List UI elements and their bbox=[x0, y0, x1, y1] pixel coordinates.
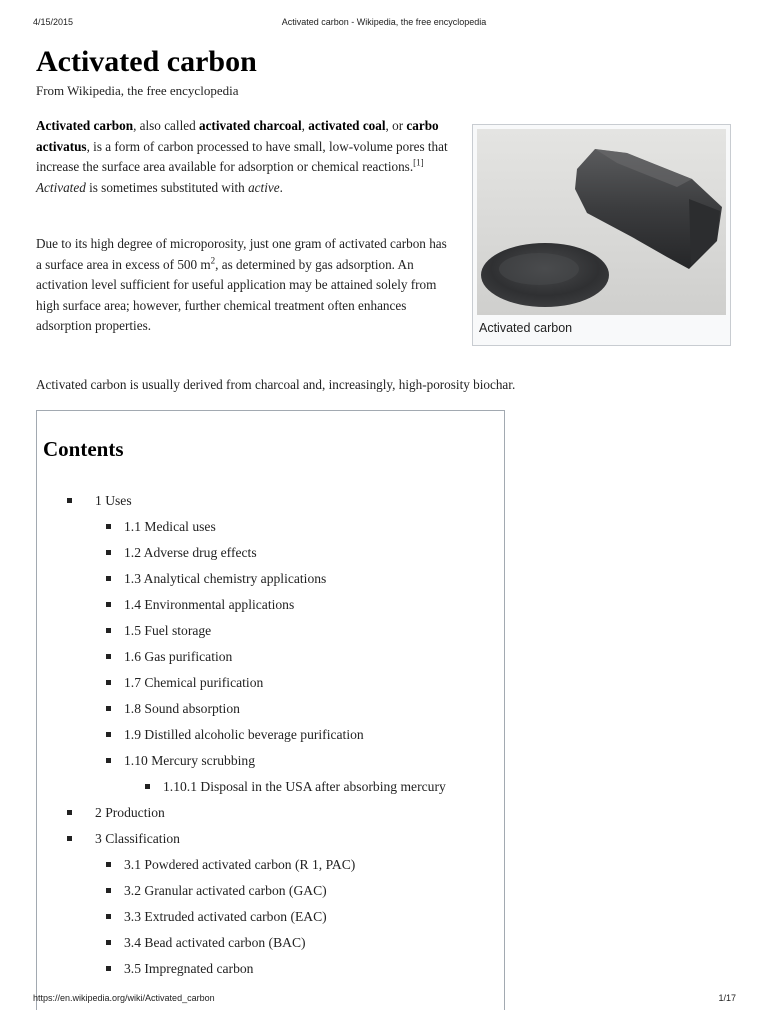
toc-item-label[interactable]: 3.3 Extruded activated carbon (EAC) bbox=[124, 909, 327, 924]
toc-item-label[interactable]: 2 Production bbox=[95, 805, 165, 820]
toc-item-label[interactable]: 3.1 Powdered activated carbon (R 1, PAC) bbox=[124, 857, 356, 872]
toc-item[interactable] bbox=[37, 644, 506, 670]
toc-item[interactable] bbox=[37, 800, 506, 826]
page-title: Activated carbon bbox=[36, 45, 257, 78]
bullet-icon bbox=[106, 888, 111, 893]
bullet-icon bbox=[67, 498, 72, 503]
bullet-icon bbox=[106, 654, 111, 659]
toc-list bbox=[37, 488, 506, 982]
bullet-icon bbox=[106, 732, 111, 737]
toc-item[interactable] bbox=[37, 878, 506, 904]
intro-paragraph-1: Activated carbon, also called activated charcoal, activated coal, or carbo activatus, is a form of carbon processed to have small, low-volume pores that increase the surface area available for adsorption or chemical reactions.[1] Activated is sometimes substituted with active. bbox=[36, 118, 448, 195]
page-number: 1/17 bbox=[718, 993, 736, 1003]
bold-term: Activated carbon bbox=[36, 118, 134, 133]
bullet-icon bbox=[106, 602, 111, 607]
carbon-illustration bbox=[477, 129, 726, 315]
reference-link[interactable]: [1] bbox=[413, 157, 424, 168]
toc-item-label[interactable]: 1.8 Sound absorption bbox=[124, 701, 240, 716]
page-subtitle: From Wikipedia, the free encyclopedia bbox=[36, 83, 239, 98]
bullet-icon bbox=[106, 758, 111, 763]
intro-paragraph-2: Due to its high degree of microporosity, just one gram of activated carbon has a surface area in excess of 500 $m^2$, as determined by gas adsorption. An activation level sufficient for useful application may be attained solely from high surface area; however, further chemical treatment often enhances adsorption properties. bbox=[36, 236, 447, 334]
toc-item[interactable] bbox=[37, 566, 506, 592]
bullet-icon bbox=[106, 576, 111, 581]
print-date: 4/15/2015 bbox=[33, 17, 74, 27]
toc-item-label[interactable]: 3.4 Bead activated carbon (BAC) bbox=[124, 935, 306, 950]
toc-item[interactable] bbox=[37, 722, 506, 748]
intro-paragraph-3: Activated carbon is usually derived from charcoal and, increasingly, high-porosity biochar. bbox=[36, 377, 516, 392]
toc-item[interactable] bbox=[37, 618, 506, 644]
toc-item-label[interactable]: 3.5 Impregnated carbon bbox=[124, 961, 254, 976]
toc-item[interactable] bbox=[37, 748, 506, 774]
toc-item-label[interactable]: 1.2 Adverse drug effects bbox=[124, 545, 257, 560]
bullet-icon bbox=[106, 940, 111, 945]
toc-item[interactable] bbox=[37, 592, 506, 618]
toc-item-label[interactable]: 1.9 Distilled alcoholic beverage purification bbox=[124, 727, 364, 742]
bullet-icon bbox=[67, 836, 72, 841]
toc-item-label[interactable]: 1.6 Gas purification bbox=[124, 649, 233, 664]
toc-item[interactable] bbox=[37, 956, 506, 982]
toc-item-label[interactable]: 1.10.1 Disposal in the USA after absorbing mercury bbox=[163, 779, 446, 794]
bullet-icon bbox=[106, 550, 111, 555]
activated-carbon-photo[interactable] bbox=[477, 129, 726, 315]
bullet-icon bbox=[106, 628, 111, 633]
toc-item-label[interactable]: 3 Classification bbox=[95, 831, 180, 846]
bullet-icon bbox=[106, 862, 111, 867]
toc-item[interactable] bbox=[37, 774, 506, 800]
bullet-icon bbox=[145, 784, 150, 789]
toc-item[interactable] bbox=[37, 540, 506, 566]
bullet-icon bbox=[106, 680, 111, 685]
toc-item[interactable] bbox=[37, 826, 506, 852]
superscript: 2 bbox=[210, 255, 216, 266]
toc-item-label[interactable]: 1.5 Fuel storage bbox=[124, 623, 212, 638]
image-thumbnail bbox=[472, 124, 731, 346]
bold-term: activated charcoal bbox=[198, 118, 302, 133]
toc-item[interactable] bbox=[37, 696, 506, 722]
toc-item[interactable] bbox=[37, 852, 506, 878]
print-url: https://en.wikipedia.org/wiki/Activated_carbon bbox=[33, 993, 215, 1003]
toc-item-label[interactable]: 1 Uses bbox=[95, 493, 132, 508]
toc-item-label[interactable]: 3.2 Granular activated carbon (GAC) bbox=[124, 883, 327, 898]
toc-item[interactable] bbox=[37, 930, 506, 956]
print-footer bbox=[0, 993, 768, 1007]
print-header bbox=[0, 17, 768, 31]
image-caption: Activated carbon bbox=[479, 321, 573, 335]
toc-item-label[interactable]: 1.7 Chemical purification bbox=[124, 675, 264, 690]
toc-item-label[interactable]: 1.10 Mercury scrubbing bbox=[124, 753, 255, 768]
toc-item-label[interactable]: 1.3 Analytical chemistry applications bbox=[124, 571, 327, 586]
bold-term: carbo activatus bbox=[36, 118, 439, 154]
print-page-title: Activated carbon - Wikipedia, the free encyclopedia bbox=[281, 17, 487, 27]
toc-item[interactable] bbox=[37, 904, 506, 930]
bold-term: activated coal bbox=[308, 118, 386, 133]
toc-item-label[interactable]: 1.4 Environmental applications bbox=[124, 597, 295, 612]
table-of-contents bbox=[36, 410, 505, 1010]
bullet-icon bbox=[67, 810, 72, 815]
toc-item-label[interactable]: 1.1 Medical uses bbox=[124, 519, 216, 534]
toc-item[interactable] bbox=[37, 670, 506, 696]
article-header bbox=[36, 44, 736, 100]
bullet-icon bbox=[106, 914, 111, 919]
toc-item[interactable] bbox=[37, 514, 506, 540]
toc-item[interactable] bbox=[37, 488, 506, 514]
bullet-icon bbox=[106, 966, 111, 971]
bullet-icon bbox=[106, 524, 111, 529]
bullet-icon bbox=[106, 706, 111, 711]
toc-heading: Contents bbox=[43, 437, 124, 461]
